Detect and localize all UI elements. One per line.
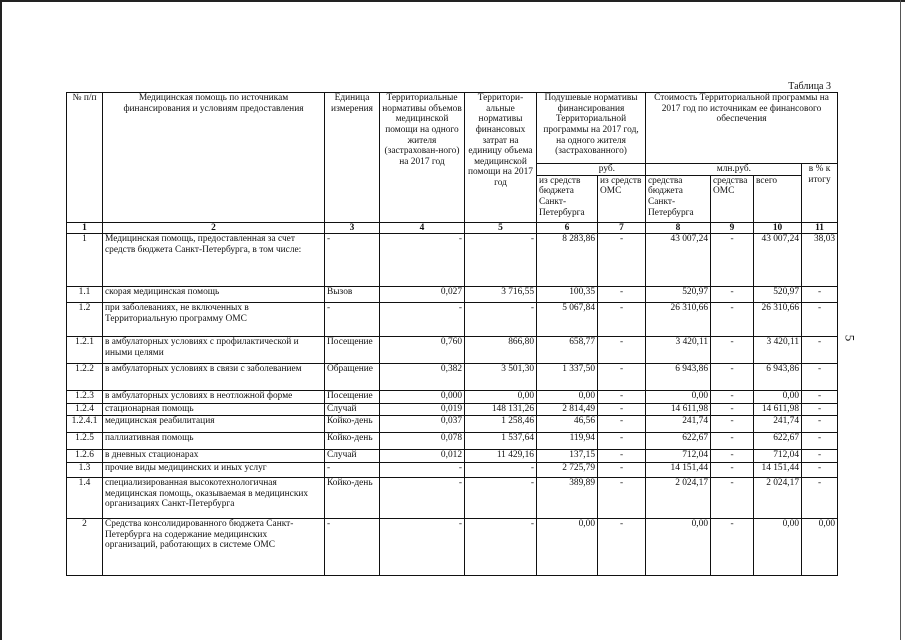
row-volume: 0,037 bbox=[380, 415, 465, 432]
row-pr-total: 622,67 bbox=[754, 432, 802, 449]
row-name: специализированная высокотехнологичная медицинская помощь, оказываемая в медицинских организациях Санкт-Петербурга bbox=[103, 477, 325, 518]
row-volume: 0,000 bbox=[380, 391, 465, 404]
row-pc-oms: - bbox=[598, 477, 646, 518]
row-number: 1.1 bbox=[67, 287, 103, 303]
row-pct: - bbox=[802, 462, 838, 477]
row-pr-total: 14 611,98 bbox=[754, 404, 802, 416]
row-pr-budget: 0,00 bbox=[646, 518, 711, 575]
row-unit: Койко-день bbox=[325, 477, 380, 518]
row-pr-budget: 2 024,17 bbox=[646, 477, 711, 518]
row-unit: Вызов bbox=[325, 287, 380, 303]
row-unit: - bbox=[325, 518, 380, 575]
row-pr-oms: - bbox=[711, 462, 754, 477]
row-pr-oms: - bbox=[711, 364, 754, 391]
row-pr-total: 3 420,11 bbox=[754, 337, 802, 364]
row-pc-oms: - bbox=[598, 303, 646, 337]
row-pr-budget: 6 943,86 bbox=[646, 364, 711, 391]
row-pc-budget: 1 337,50 bbox=[537, 364, 598, 391]
row-cost: 3 716,55 bbox=[465, 287, 537, 303]
row-unit: Случай bbox=[325, 404, 380, 416]
row-unit: Койко-день bbox=[325, 432, 380, 449]
header-pc-budget: из средств бюджета Санкт-Петербурга bbox=[537, 175, 598, 222]
row-name: Медицинская помощь, предоставленная за счет средств бюджета Санкт-Петербурга, в том числе: bbox=[103, 234, 325, 287]
row-pr-oms: - bbox=[711, 234, 754, 287]
table-row bbox=[67, 415, 838, 432]
table-row bbox=[67, 391, 838, 404]
table-row bbox=[67, 404, 838, 416]
page-number: 5 bbox=[842, 334, 858, 342]
row-cost: 0,00 bbox=[465, 391, 537, 404]
row-pc-budget: 658,77 bbox=[537, 337, 598, 364]
row-pct: - bbox=[802, 287, 838, 303]
row-cost: - bbox=[465, 462, 537, 477]
row-unit: Посещение bbox=[325, 337, 380, 364]
row-pc-budget: 5 067,84 bbox=[537, 303, 598, 337]
row-pc-budget: 0,00 bbox=[537, 391, 598, 404]
row-volume: 0,012 bbox=[380, 449, 465, 462]
row-pc-oms: - bbox=[598, 287, 646, 303]
row-volume: 0,760 bbox=[380, 337, 465, 364]
row-volume: 0,382 bbox=[380, 364, 465, 391]
row-pr-total: 26 310,66 bbox=[754, 303, 802, 337]
row-pr-budget: 241,74 bbox=[646, 415, 711, 432]
row-pc-oms: - bbox=[598, 518, 646, 575]
row-pr-total: 241,74 bbox=[754, 415, 802, 432]
table-row bbox=[67, 364, 838, 391]
row-pr-total: 2 024,17 bbox=[754, 477, 802, 518]
row-volume: - bbox=[380, 303, 465, 337]
row-name: скорая медицинская помощь bbox=[103, 287, 325, 303]
row-pr-budget: 520,97 bbox=[646, 287, 711, 303]
table-row bbox=[67, 462, 838, 477]
header-per-capita: Подушевые нормативы финансирования Территориальной программы на 2017 год, на одного жителя (застрахованного) bbox=[537, 93, 646, 164]
row-pc-budget: 2 725,79 bbox=[537, 462, 598, 477]
row-pr-oms: - bbox=[711, 337, 754, 364]
row-name: при заболеваниях, не включенных в Территориальную программу ОМС bbox=[103, 303, 325, 337]
row-name: медицинская реабилитация bbox=[103, 415, 325, 432]
row-pr-total: 0,00 bbox=[754, 391, 802, 404]
row-pc-oms: - bbox=[598, 462, 646, 477]
col-number: 7 bbox=[598, 222, 646, 234]
row-pc-budget: 119,94 bbox=[537, 432, 598, 449]
header-unit: Единица измерения bbox=[325, 93, 380, 223]
col-number: 3 bbox=[325, 222, 380, 234]
row-name: в амбулаторных условиях с профилактической и иными целями bbox=[103, 337, 325, 364]
col-number: 5 bbox=[465, 222, 537, 234]
row-unit: Обращение bbox=[325, 364, 380, 391]
row-pc-oms: - bbox=[598, 432, 646, 449]
table-row bbox=[67, 477, 838, 518]
row-pct: - bbox=[802, 303, 838, 337]
row-number: 1.2.1 bbox=[67, 337, 103, 364]
col-number: 10 bbox=[754, 222, 802, 234]
row-pr-oms: - bbox=[711, 287, 754, 303]
row-number: 1.2 bbox=[67, 303, 103, 337]
row-pr-budget: 14 151,44 bbox=[646, 462, 711, 477]
row-volume: 0,078 bbox=[380, 432, 465, 449]
row-pr-budget: 3 420,11 bbox=[646, 337, 711, 364]
row-cost: - bbox=[465, 234, 537, 287]
row-pr-total: 14 151,44 bbox=[754, 462, 802, 477]
row-pc-budget: 137,15 bbox=[537, 449, 598, 462]
row-number: 1 bbox=[67, 234, 103, 287]
row-cost: - bbox=[465, 303, 537, 337]
col-number: 1 bbox=[67, 222, 103, 234]
scan-edge-left bbox=[0, 0, 2, 640]
row-pr-oms: - bbox=[711, 518, 754, 575]
row-unit: Случай bbox=[325, 449, 380, 462]
row-pr-budget: 622,67 bbox=[646, 432, 711, 449]
header-program-cost: Стоимость Территориальной программы на 2017 год по источникам ее финансового обеспечения bbox=[646, 93, 838, 164]
row-cost: - bbox=[465, 518, 537, 575]
header-mln-rub: млн.руб. bbox=[646, 164, 802, 176]
table-row bbox=[67, 518, 838, 575]
row-volume: 0,027 bbox=[380, 287, 465, 303]
row-cost: 148 131,26 bbox=[465, 404, 537, 416]
row-pr-budget: 0,00 bbox=[646, 391, 711, 404]
row-number: 1.3 bbox=[67, 462, 103, 477]
header-pr-budget: средства бюджета Санкт-Петербурга bbox=[646, 175, 711, 222]
row-pr-total: 43 007,24 bbox=[754, 234, 802, 287]
row-pr-total: 712,04 bbox=[754, 449, 802, 462]
col-number: 2 bbox=[103, 222, 325, 234]
row-pc-oms: - bbox=[598, 234, 646, 287]
row-pct: - bbox=[802, 337, 838, 364]
row-cost: 3 501,30 bbox=[465, 364, 537, 391]
row-pc-oms: - bbox=[598, 364, 646, 391]
row-name: Средства консолидированного бюджета Санкт-Петербурга на содержание медицинских организаций, работающих в системе ОМС bbox=[103, 518, 325, 575]
table-row bbox=[67, 337, 838, 364]
row-name: стационарная помощь bbox=[103, 404, 325, 416]
row-unit: Посещение bbox=[325, 391, 380, 404]
row-cost: - bbox=[465, 477, 537, 518]
row-pr-total: 0,00 bbox=[754, 518, 802, 575]
row-number: 1.2.3 bbox=[67, 391, 103, 404]
row-pc-oms: - bbox=[598, 404, 646, 416]
table-row bbox=[67, 449, 838, 462]
header-cost: Территори-альные нормативы финансовых затрат на единицу объема медицинской помощи на 2017 год bbox=[465, 93, 537, 223]
row-pr-oms: - bbox=[711, 415, 754, 432]
row-cost: 11 429,16 bbox=[465, 449, 537, 462]
row-number: 1.2.6 bbox=[67, 449, 103, 462]
row-number: 2 bbox=[67, 518, 103, 575]
row-pr-oms: - bbox=[711, 391, 754, 404]
col-number: 8 bbox=[646, 222, 711, 234]
row-name: паллиативная помощь bbox=[103, 432, 325, 449]
header-pr-total: всего bbox=[754, 175, 802, 222]
row-pc-budget: 46,56 bbox=[537, 415, 598, 432]
header-care: Медицинская помощь по источникам финансирования и условиям предоставления bbox=[103, 93, 325, 223]
row-pr-oms: - bbox=[711, 404, 754, 416]
row-name: прочие виды медицинских и иных услуг bbox=[103, 462, 325, 477]
row-pct: - bbox=[802, 404, 838, 416]
row-volume: 0,019 bbox=[380, 404, 465, 416]
table-row bbox=[67, 234, 838, 287]
row-pr-oms: - bbox=[711, 477, 754, 518]
row-pc-budget: 389,89 bbox=[537, 477, 598, 518]
col-number: 11 bbox=[802, 222, 838, 234]
col-number: 6 bbox=[537, 222, 598, 234]
scan-edge-right bbox=[900, 0, 901, 640]
row-pc-budget: 0,00 bbox=[537, 518, 598, 575]
header-pc-oms: из средств ОМС bbox=[598, 175, 646, 222]
scan-edge-top bbox=[0, 0, 905, 2]
row-pc-oms: - bbox=[598, 391, 646, 404]
row-volume: - bbox=[380, 462, 465, 477]
row-pc-budget: 100,35 bbox=[537, 287, 598, 303]
row-pr-budget: 14 611,98 bbox=[646, 404, 711, 416]
row-number: 1.4 bbox=[67, 477, 103, 518]
row-pct: - bbox=[802, 449, 838, 462]
row-unit: - bbox=[325, 303, 380, 337]
header-num: № п/п bbox=[67, 93, 103, 223]
row-pr-oms: - bbox=[711, 303, 754, 337]
row-pr-total: 520,97 bbox=[754, 287, 802, 303]
row-pc-oms: - bbox=[598, 415, 646, 432]
header-pct-total: в % к итогу bbox=[802, 164, 838, 223]
row-number: 1.2.4.1 bbox=[67, 415, 103, 432]
row-pct: - bbox=[802, 364, 838, 391]
row-pr-budget: 26 310,66 bbox=[646, 303, 711, 337]
row-name: в амбулаторных условиях в связи с заболеванием bbox=[103, 364, 325, 391]
table-row bbox=[67, 287, 838, 303]
row-pct: - bbox=[802, 477, 838, 518]
col-number: 9 bbox=[711, 222, 754, 234]
table-row bbox=[67, 303, 838, 337]
row-pc-oms: - bbox=[598, 337, 646, 364]
row-number: 1.2.5 bbox=[67, 432, 103, 449]
row-pr-total: 6 943,86 bbox=[754, 364, 802, 391]
row-name: в дневных стационарах bbox=[103, 449, 325, 462]
header-volume: Территориальные нормативы объемов медицинской помощи на одного жителя (застрахован-ного) на 2017 год bbox=[380, 93, 465, 223]
row-pct: 0,00 bbox=[802, 518, 838, 575]
row-pc-budget: 2 814,49 bbox=[537, 404, 598, 416]
row-cost: 866,80 bbox=[465, 337, 537, 364]
row-cost: 1 537,64 bbox=[465, 432, 537, 449]
row-pr-oms: - bbox=[711, 449, 754, 462]
row-pct: 38,03 bbox=[802, 234, 838, 287]
row-pc-oms: - bbox=[598, 449, 646, 462]
row-volume: - bbox=[380, 477, 465, 518]
row-pct: - bbox=[802, 391, 838, 404]
row-cost: 1 258,46 bbox=[465, 415, 537, 432]
row-pr-budget: 43 007,24 bbox=[646, 234, 711, 287]
row-unit: - bbox=[325, 462, 380, 477]
financing-table bbox=[66, 92, 838, 576]
row-name: в амбулаторных условиях в неотложной форме bbox=[103, 391, 325, 404]
row-pr-oms: - bbox=[711, 432, 754, 449]
row-volume: - bbox=[380, 234, 465, 287]
row-pct: - bbox=[802, 432, 838, 449]
header-rub: руб. bbox=[537, 164, 646, 176]
row-number: 1.2.4 bbox=[67, 404, 103, 416]
table-label: Таблица 3 bbox=[788, 81, 831, 92]
header-pr-oms: средства ОМС bbox=[711, 175, 754, 222]
row-volume: - bbox=[380, 518, 465, 575]
row-pr-budget: 712,04 bbox=[646, 449, 711, 462]
row-unit: Койко-день bbox=[325, 415, 380, 432]
row-pct: - bbox=[802, 415, 838, 432]
col-number: 4 bbox=[380, 222, 465, 234]
row-number: 1.2.2 bbox=[67, 364, 103, 391]
row-unit: - bbox=[325, 234, 380, 287]
row-pc-budget: 8 283,86 bbox=[537, 234, 598, 287]
table-row bbox=[67, 432, 838, 449]
